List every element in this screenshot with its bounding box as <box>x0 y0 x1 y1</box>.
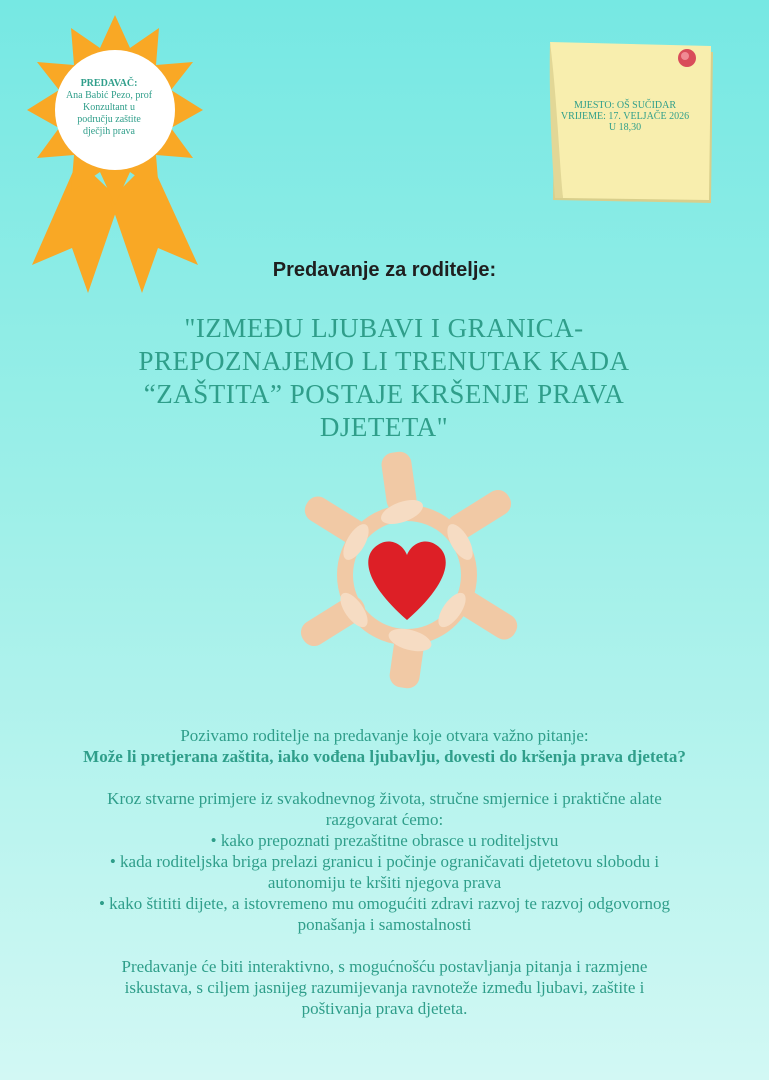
bullet-item: • kako prepoznati prezaštitne obrasce u roditeljstvu <box>210 831 559 850</box>
title-line: "IZMEĐU LJUBAVI I GRANICA- <box>184 313 584 343</box>
event-place: MJESTO: OŠ SUČIDAR <box>573 100 677 111</box>
intro-line: Pozivamo roditelje na predavanje koje otvara važno pitanje: <box>180 726 589 745</box>
lecturer-line: području zaštite <box>77 114 141 125</box>
closing-line: Predavanje će biti interaktivno, s mogućnošću postavljanja pitanja i razmjene <box>121 957 648 976</box>
page-title <box>84 312 684 444</box>
topics-intro-line: Kroz stvarne primjere iz svakodnevnog života, stručne smjernice i praktične alate <box>107 789 662 808</box>
bullet-item: • kada roditeljska briga prelazi granicu i počinje ograničavati djetetovu slobodu i <box>109 852 660 871</box>
lecturer-label: PREDAVAČ: <box>80 78 138 89</box>
bullet-item-continued: autonomiju te kršiti njegova prava <box>267 873 502 892</box>
title-line: “ZAŠTITA” POSTAJE KRŠENJE PRAVA <box>143 379 625 409</box>
title-line: PREPOZNAJEMO LI TRENUTAK KADA <box>138 346 630 376</box>
lecturer-info <box>58 78 160 138</box>
topics-intro-line: razgovarat ćemo: <box>325 810 444 829</box>
hands-heart-icon <box>292 450 522 690</box>
event-info <box>555 100 695 133</box>
closing-line: poštivanja prava djeteta. <box>301 999 468 1018</box>
page-subtitle: Predavanje za roditelje: <box>272 259 497 281</box>
invitation-text <box>0 725 769 1019</box>
title-line: DJETETA" <box>319 412 449 442</box>
bullet-item-continued: ponašanja i samostalnosti <box>297 915 472 934</box>
award-ribbon-icon <box>20 10 210 300</box>
lecturer-line: Ana Babić Pezo, prof <box>65 90 153 101</box>
closing-line: iskustava, s ciljem jasnijeg razumijevanja ravnoteže između ljubavi, zaštite i <box>124 978 645 997</box>
key-question: Može li pretjerana zaštita, iako vođena ljubavlju, dovesti do kršenja prava djeteta? <box>83 747 686 766</box>
event-time: U 18,30 <box>608 122 642 133</box>
event-date: VRIJEME: 17. VELJAČE 2026 <box>560 111 690 122</box>
lecturer-line: dječjih prava <box>83 126 135 137</box>
lecturer-line: Konzultant u <box>83 102 135 113</box>
bullet-item: • kako štititi dijete, a istovremeno mu omogućiti zdravi razvoj te razvoj odgovornog <box>98 894 671 913</box>
